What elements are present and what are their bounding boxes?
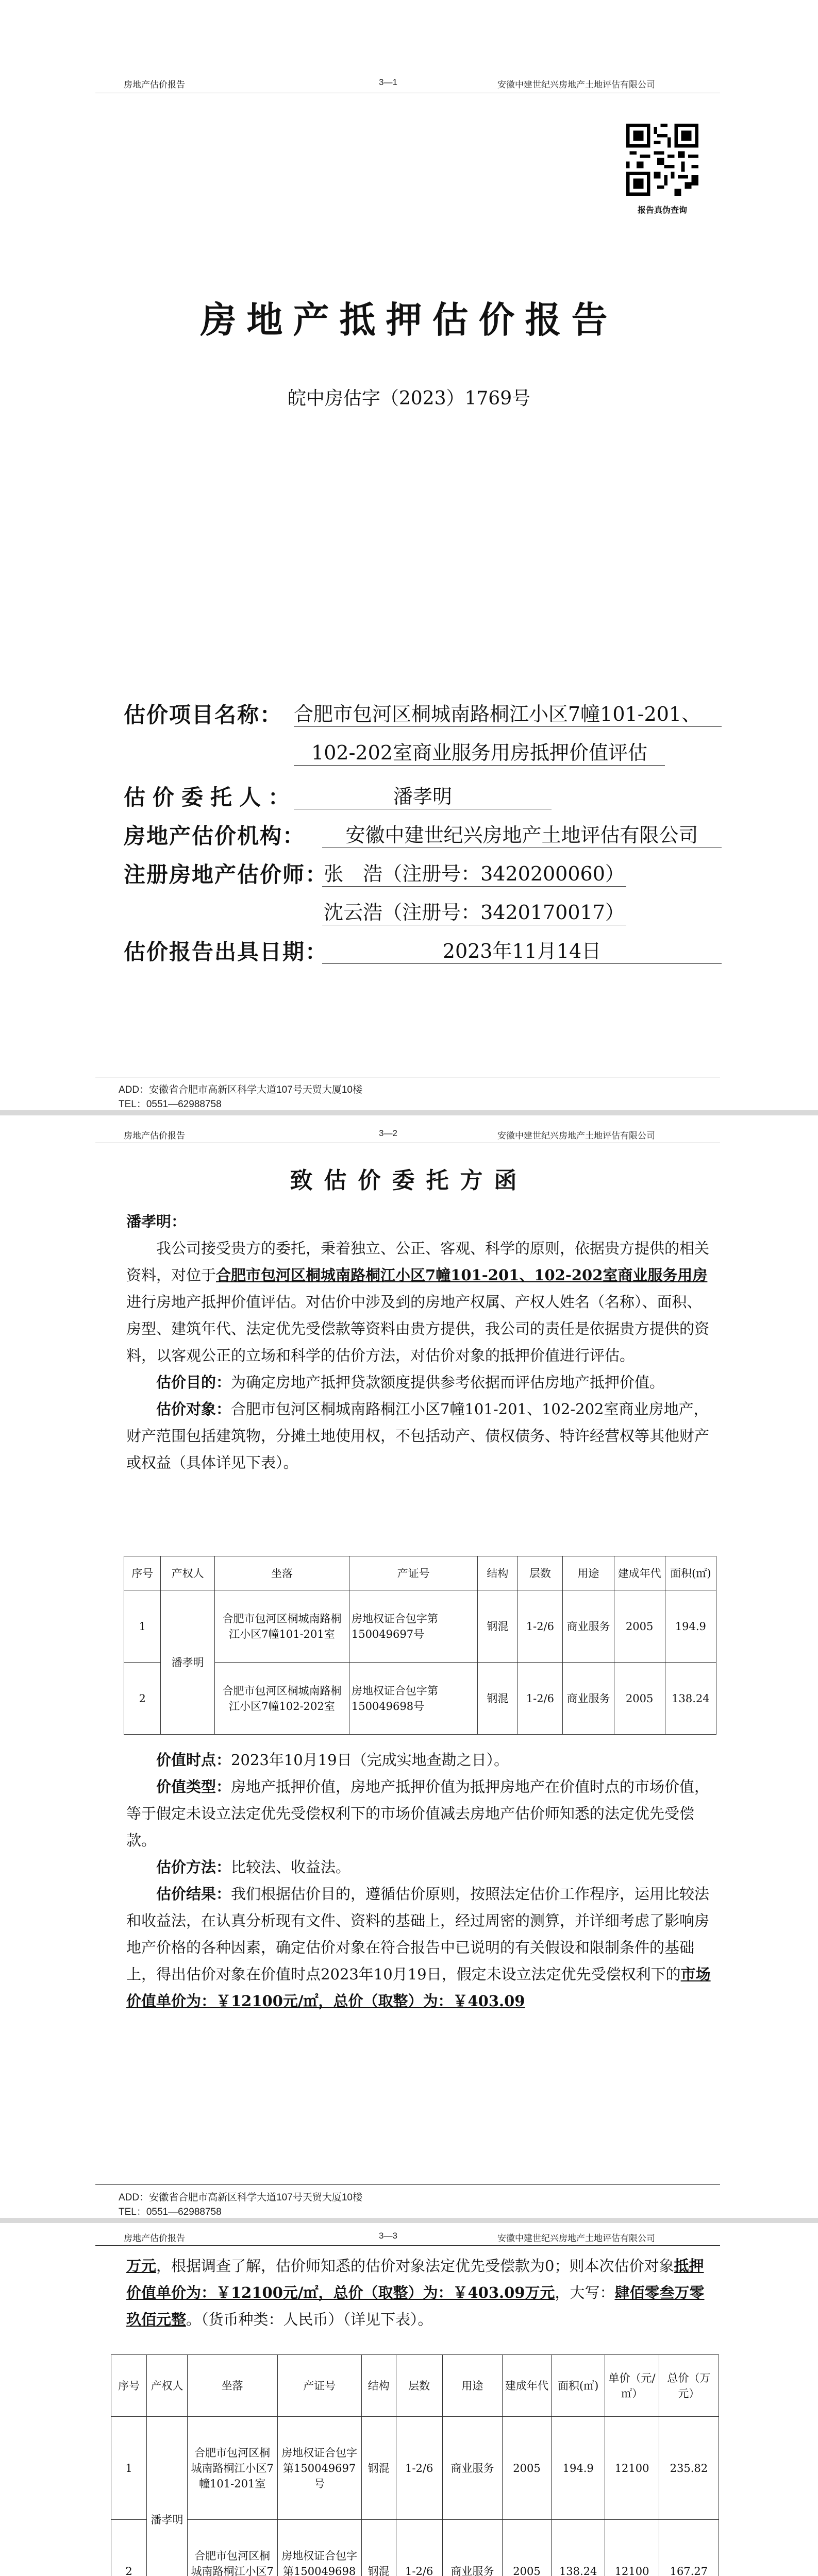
field-value-date: 2023年11月14日 <box>322 935 722 964</box>
result-continuation: 万元，根据调查了解，估价师知悉的估价对象法定优先受偿款为0；则本次估价对象抵押价值单价为：￥12100元/㎡，总价（取整）为：￥403.09万元，大写：肆佰零叁万零玖佰元整。（货币种类：人民币）（详见下表）。 <box>126 2257 705 2328</box>
page-number: 3—1 <box>379 77 397 87</box>
footer-tel: TEL：0551—62988758 <box>119 2207 222 2217</box>
paragraph-value-type: 价值类型：房地产抵押价值，房地产抵押价值为抵押房地产在价值时点的市场价值，等于假定未设立法定优先受偿权利下的市场价值减去房地产估价师知悉的法定优先受偿款。 <box>126 1778 710 1849</box>
property-table <box>124 1556 716 1735</box>
paragraph-value-date: 价值时点：2023年10月19日（完成实地查勘之日）。 <box>156 1751 509 1769</box>
field-value-project-line2: 102-202室商业服务用房抵押价值评估 <box>294 737 665 766</box>
page-separator <box>0 1110 818 1115</box>
field-label-agency: 房地产估价机构： <box>124 823 306 849</box>
report-number: 皖中房估字（2023）1769号 <box>287 388 531 409</box>
page-header-right: 安徽中建世纪兴房地产土地评估有限公司 <box>497 2233 655 2243</box>
field-value-agency: 安徽中建世纪兴房地产土地评估有限公司 <box>322 819 722 848</box>
page-header-left: 房地产估价报告 <box>124 1131 185 1141</box>
paragraph-object: 估价对象：合肥市包河区桐城南路桐江小区7幢101-201、102-202室商业房地产，财产范围包括建筑物，分摊土地使用权，不包括动产、债权债务、特许经营权等其他财产或权益（具体详见下表）。 <box>126 1400 710 1471</box>
field-label-project: 估价项目名称： <box>124 702 283 727</box>
table-row: 1 潘孝明 合肥市包河区桐城南路桐江小区7幢101-201室 房地权证合包字第150049697号 钢混 1-2/6 商业服务 2005 194.9 12100 235.82 <box>111 2417 719 2520</box>
field-value-project-line1: 合肥市包河区桐城南路桐江小区7幢101-201、 <box>294 698 722 727</box>
field-label-appraiser: 注册房地产估价师： <box>124 862 328 887</box>
table-row: 1 潘孝明 合肥市包河区桐城南路桐江小区7幢101-201室 房地权证合包字第150049697号 钢混 1-2/6 商业服务 2005 194.9 <box>124 1590 716 1663</box>
letter-title: 致估价委托方函 <box>290 1167 528 1194</box>
field-value-client: 潘孝明 <box>294 781 552 809</box>
field-value-appraiser2: 沈云浩（注册号：3420170017） <box>322 896 626 925</box>
table-header-row: 序号 产权人 坐落 产证号 结构 层数 用途 建成年代 面积(㎡) 单价（元/㎡） 总价（万元） <box>111 2355 719 2417</box>
page-header-left: 房地产估价报告 <box>124 80 185 90</box>
page-header-left: 房地产估价报告 <box>124 2233 185 2243</box>
paragraph-intro: 我公司接受贵方的委托，秉着独立、公正、客观、科学的原则，依据贵方提供的相关资料，对位于合肥市包河区桐城南路桐江小区7幢101-201、102-202室商业服务用房进行房地产抵押价值评估。对估价中涉及到的房地产权属、产权人姓名（名称）、面积、房型、建筑年代、法定优先受偿款等资料由贵方提供，我公司的责任是依据贵方提供的资料，以客观公正的立场和科学的估价方法，对估价对象的抵押价值进行评估。 <box>126 1240 710 1364</box>
letter-body <box>126 1208 711 1476</box>
header-rule <box>95 2245 720 2246</box>
table-row: 2 合肥市包河区桐城南路桐江小区7幢102-202室 房地权证合包字第150049698号 钢混 1-2/6 商业服务 2005 138.24 <box>124 1663 716 1735</box>
page-number: 3—2 <box>379 1128 397 1138</box>
valuation-table <box>111 2354 719 2576</box>
footer-address: ADD：安徽省合肥市高新区科学大道107号天贸大厦10楼 <box>119 2192 362 2203</box>
qr-code-icon[interactable] <box>626 124 698 196</box>
table-row: 2 合肥市包河区桐城南路桐江小区7 房地权证合包字第150049698 钢混 1-2/6 商业服务 2005 138.24 12100 167.27 <box>111 2520 719 2576</box>
page-number: 3—3 <box>379 2231 397 2241</box>
salutation: 潘孝明： <box>126 1213 187 1230</box>
letter-body-2 <box>126 1747 711 2014</box>
paragraph-purpose: 估价目的：为确定房地产抵押贷款额度提供参考依据而评估房地产抵押价值。 <box>156 1374 665 1391</box>
page-separator <box>0 2218 818 2223</box>
field-label-date: 估价报告出具日期： <box>124 939 328 964</box>
field-label-client: 估价委托人： <box>124 785 297 810</box>
paragraph-result: 估价结果：我们根据估价目的，遵循估价原则，按照法定估价工作程序，运用比较法和收益法，在认真分析现有文件、资料的基础上，经过周密的测算，并详细考虑了影响房地产价格的各种因素，确定估价对象在符合报告中已说明的有关假设和限制条件的基础上，得出估价对象在价值时点2023年10月19日，假定未设立法定优先受偿权利下的市场价值单价为：￥12100元/㎡，总价（取整）为：￥403.09 <box>126 1885 711 2010</box>
field-value-appraiser1: 张 浩（注册号：3420200060） <box>322 858 626 887</box>
qr-caption: 报告真伪查询 <box>637 206 687 215</box>
report-title: 房地产抵押估价报告 <box>200 298 618 341</box>
page-header-right: 安徽中建世纪兴房地产土地评估有限公司 <box>497 80 655 90</box>
footer-address: ADD：安徽省合肥市高新区科学大道107号天贸大厦10楼 <box>119 1084 362 1095</box>
footer-rule <box>95 2184 720 2185</box>
footer-tel: TEL：0551—62988758 <box>119 1099 222 1110</box>
paragraph-method: 估价方法：比较法、收益法。 <box>156 1858 351 1876</box>
page-header-right: 安徽中建世纪兴房地产土地评估有限公司 <box>497 1131 655 1141</box>
table-header-row: 序号 产权人 坐落 产证号 结构 层数 用途 建成年代 面积(㎡) <box>124 1556 716 1590</box>
